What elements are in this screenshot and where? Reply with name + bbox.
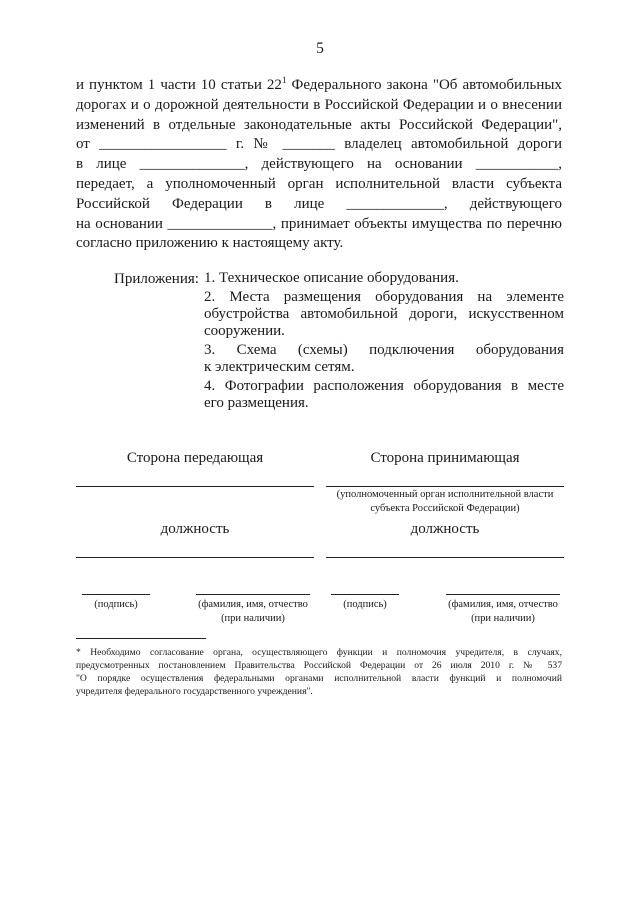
left-signature-label: (подпись) xyxy=(94,599,138,610)
right-position-line xyxy=(326,557,564,558)
paragraph-line: дорогах и о дорожной деятельности в Российской Федерации и о внесении xyxy=(76,96,562,113)
appendices-label: Приложения: xyxy=(114,271,199,287)
appendix-item: 1. Техническое описание оборудования. xyxy=(204,270,459,286)
left-party-line xyxy=(76,486,314,487)
paragraph-line: согласно приложению к настоящему акту. xyxy=(76,235,344,252)
appendix-item: 2. Места размещения оборудования на элементе обустройства автомобильной дороги, искусственном сооружении. xyxy=(204,289,564,339)
left-position-line xyxy=(76,557,314,558)
page-number: 5 xyxy=(316,40,324,57)
right-org-note: (уполномоченный орган исполнительной власти субъекта Российской Федерации) xyxy=(336,489,554,514)
main-paragraph xyxy=(76,76,562,254)
right-party-title: Сторона принимающая xyxy=(370,450,520,466)
right-name-line xyxy=(446,594,560,595)
paragraph-line: Российской Федерации в лице _____________, действующего xyxy=(76,195,562,212)
appendix-item: 3. Схема (схемы) подключения оборудования к электрическим сетям. xyxy=(204,342,564,375)
right-party-line xyxy=(326,486,564,487)
paragraph-line: передает, а уполномоченный орган исполнительной власти субъекта xyxy=(76,175,562,192)
left-party-title: Сторона передающая xyxy=(126,450,264,466)
right-signature-line xyxy=(331,594,399,595)
left-name-line xyxy=(196,594,310,595)
paragraph-line: от _________________ г. № _______ владелец автомобильной дороги xyxy=(76,136,562,153)
footnote-line: учредителя федерального государственного учреждения". xyxy=(76,686,313,697)
left-signature-line xyxy=(82,594,150,595)
footnote-line: предусмотренных постановлением Правительства Российской Федерации от 26 июля 2010 г. № 537 xyxy=(76,660,562,671)
paragraph-line: изменений в отдельные законодательные акты Российской Федерации", xyxy=(76,116,562,133)
left-position-label: должность xyxy=(160,521,230,537)
footnote xyxy=(76,646,562,698)
footnote-superscript: 1 xyxy=(281,76,287,85)
paragraph-line: и пунктом 1 части 10 статьи $22^1$ Федерального закона "Об автомобильных xyxy=(76,76,562,93)
right-position-label: должность xyxy=(410,521,480,537)
right-signature-label: (подпись) xyxy=(343,599,387,610)
left-name-label: (фамилия, имя, отчество (при наличии) xyxy=(198,599,308,624)
footnote-separator xyxy=(76,638,206,639)
right-name-label: (фамилия, имя, отчество (при наличии) xyxy=(448,599,558,624)
footnote-line: "О порядке осуществления федеральными органами исполнительной власти функций и полномочий xyxy=(76,673,562,684)
appendix-item: 4. Фотографии расположения оборудования в месте его размещения. xyxy=(204,378,564,411)
paragraph-line: на основании ______________, принимает объекты имущества по перечню xyxy=(76,215,562,232)
paragraph-line: в лице ______________, действующего на основании ___________, xyxy=(76,156,562,173)
appendices-list xyxy=(204,270,564,414)
footnote-line: * Необходимо согласование органа, осуществляющего функции и полномочия учредителя, в случаях, xyxy=(76,647,562,658)
